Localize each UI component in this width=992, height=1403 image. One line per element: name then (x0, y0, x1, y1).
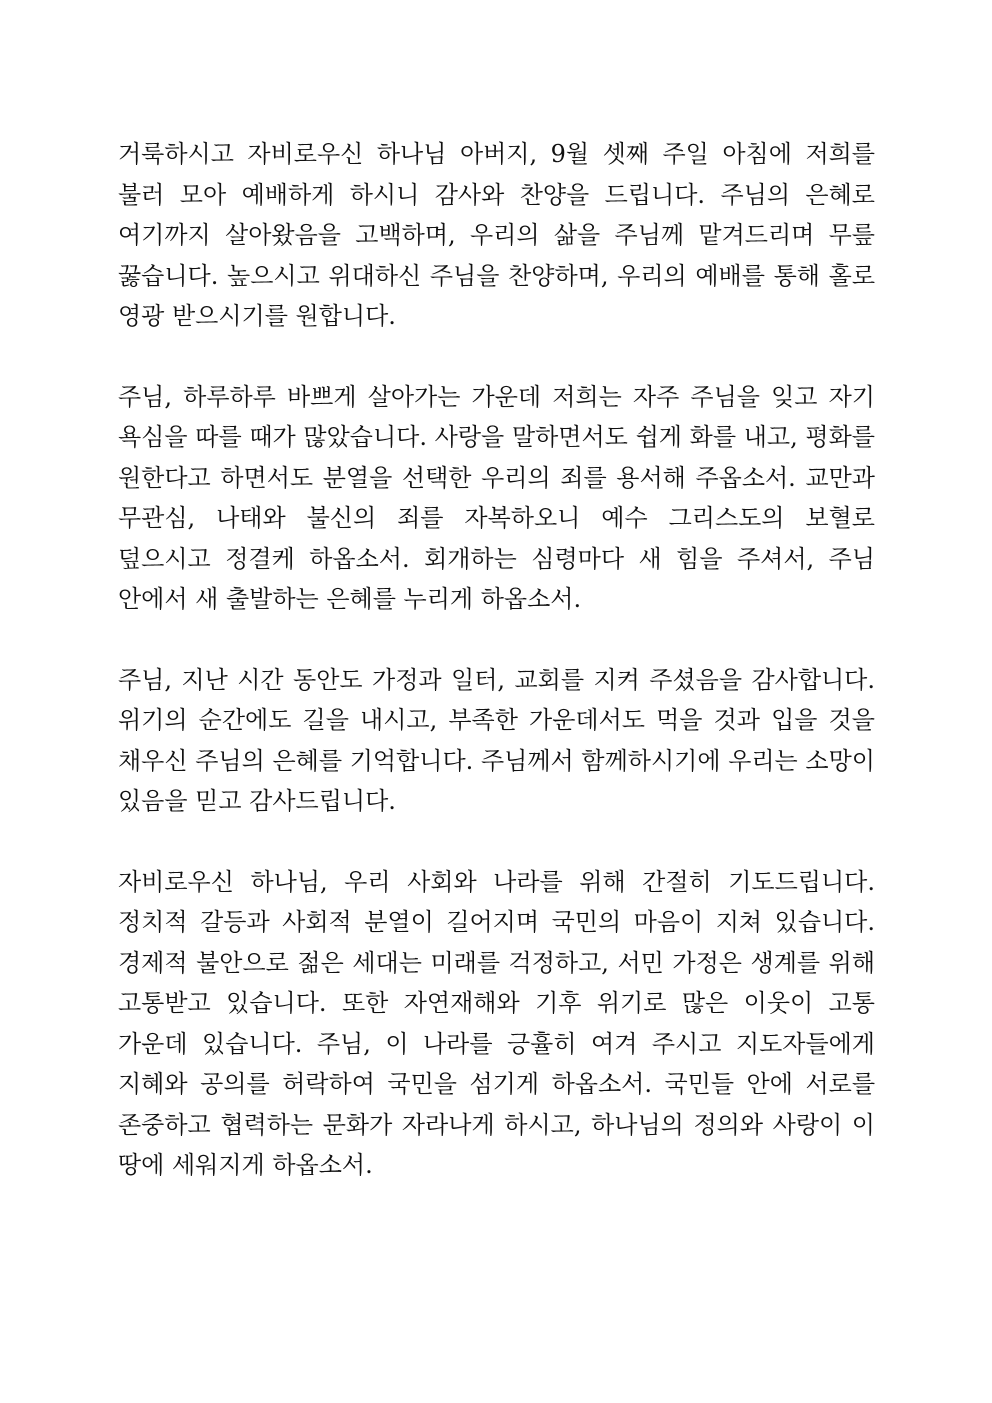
paragraph-intercession-nation: 자비로우신 하나님, 우리 사회와 나라를 위해 간절히 기도드립니다. 정치적 갈등과 사회적 분열이 길어지며 국민의 마음이 지쳐 있습니다. 경제적 불안으로 젊은 세대는 미래를 걱정하고, 서민 가정은 생계를 위해 고통받고 있습니다. 또한 자연재해와 기후 위기로 많은 이웃이 고통 가운데 있습니다. 주님, 이 나라를 긍휼히 여겨 주시고 지도자들에게 지혜와 공의를 허락하여 국민을 섬기게 하옵소서. 국민들 안에 서로를 존중하고 협력하는 문화가 자라나게 하시고, 하나님의 정의와 사랑이 이 땅에 세워지게 하옵소서. (118, 867, 875, 1179)
paragraph-confession: 주님, 하루하루 바쁘게 살아가는 가운데 저희는 자주 주님을 잊고 자기 욕심을 따를 때가 많았습니다. 사랑을 말하면서도 쉽게 화를 내고, 평화를 원한다고 하면서도 분열을 선택한 우리의 죄를 용서해 주옵소서. 교만과 무관심, 나태와 불신의 죄를 자복하오니 예수 그리스도의 보혈로 덮으시고 정결케 하옵소서. 회개하는 심령마다 새 힘을 주셔서, 주님 안에서 새 출발하는 은혜를 누리게 하옵소서. (118, 382, 875, 613)
paragraph-opening-praise: 거룩하시고 자비로우신 하나님 아버지, 9월 셋째 주일 아침에 저희를 불러 모아 예배하게 하시니 감사와 찬양을 드립니다. 주님의 은혜로 여기까지 살아왔음을 고백하며, 우리의 삶을 주님께 맡겨드리며 무릎 꿇습니다. 높으시고 위대하신 주님을 찬양하며, 우리의 예배를 통해 홀로 영광 받으시기를 원합니다. (118, 140, 875, 330)
paragraph-thanksgiving: 주님, 지난 시간 동안도 가정과 일터, 교회를 지켜 주셨음을 감사합니다. 위기의 순간에도 길을 내시고, 부족한 가운데서도 먹을 것과 입을 것을 채우신 주님의 은혜를 기억합니다. 주님께서 함께하시기에 우리는 소망이 있음을 믿고 감사드립니다. (118, 665, 875, 815)
prayer-text-body (118, 134, 875, 1186)
